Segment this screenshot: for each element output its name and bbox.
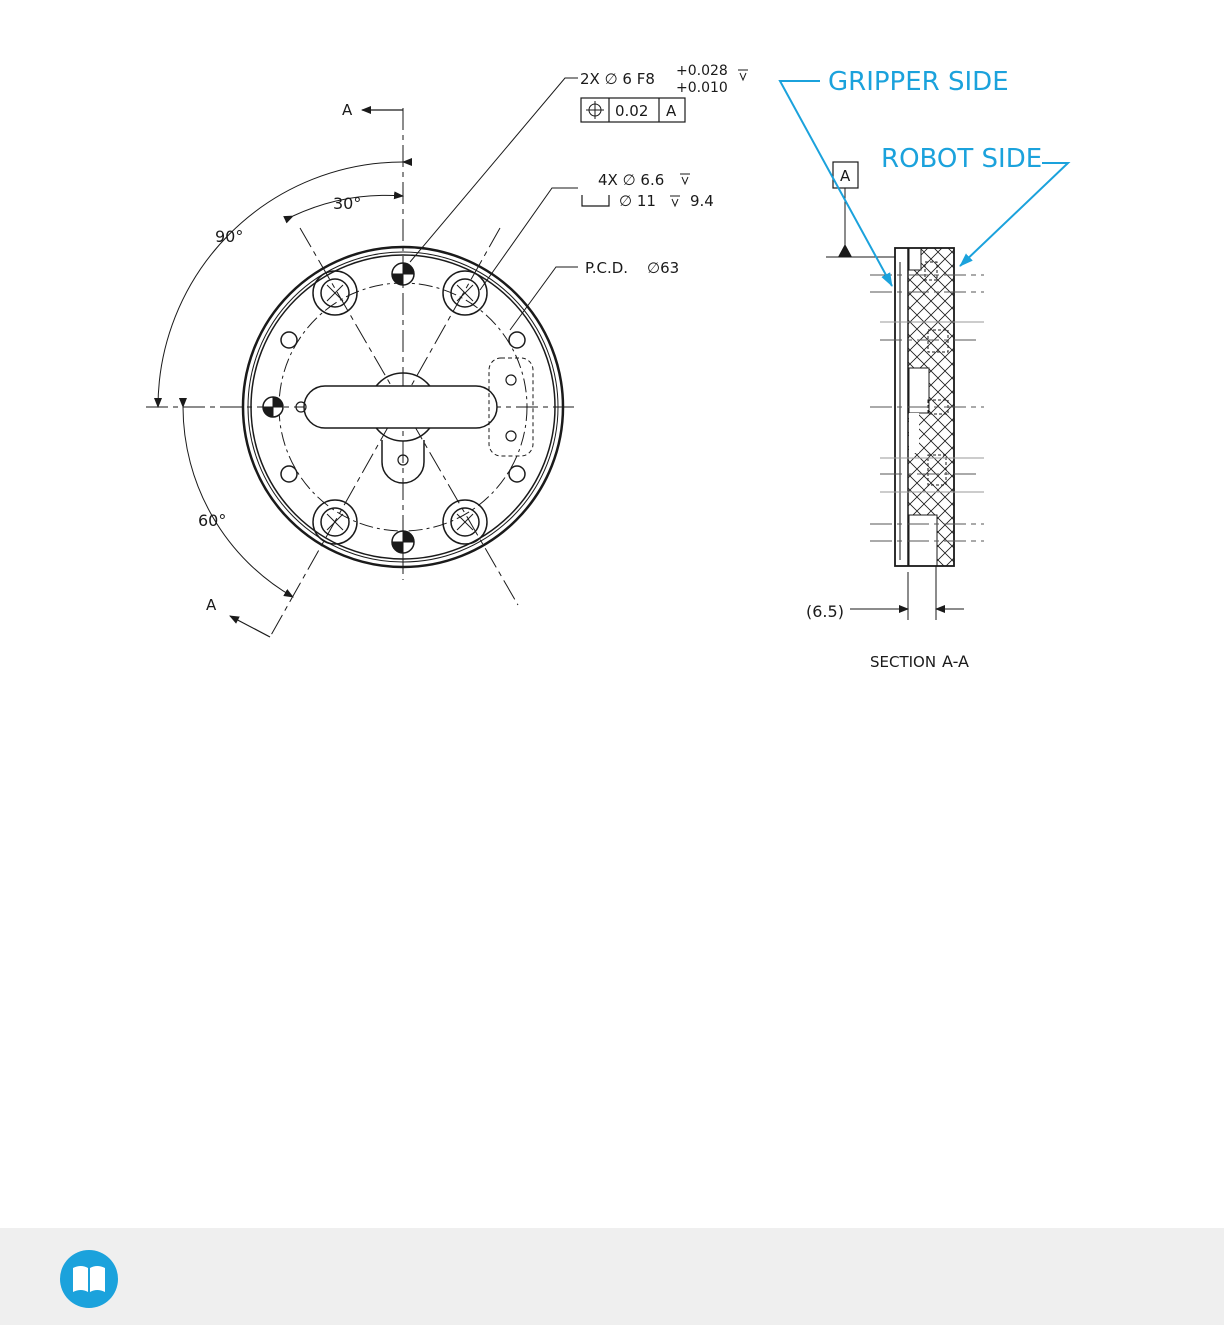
counterbored-hole [443, 500, 487, 544]
section-mark-bottom: A [206, 596, 217, 614]
counterbore-depth: 9.4 [690, 192, 714, 210]
dimension-6-5: (6.5) [806, 602, 844, 621]
robot-side-label: ROBOT SIDE [881, 144, 1043, 174]
pcd-label: P.C.D. [585, 259, 629, 277]
front-view [146, 70, 748, 637]
counterbored-hole [313, 500, 357, 544]
mounting-hole-callout: 4X ∅ 6.6 [598, 171, 665, 189]
angle-90-label: 90° [215, 227, 244, 246]
open-book-icon[interactable] [60, 1250, 118, 1308]
tolerance-upper: +0.028 [676, 63, 728, 79]
counterbore-callout: ∅ 11 [619, 192, 656, 210]
angle-30-label: 30° [333, 194, 362, 213]
dowel-hole-marker [392, 263, 414, 285]
counterbored-hole [443, 271, 487, 315]
tolerance-lower: +0.010 [676, 80, 728, 96]
section-title-id: A-A [942, 652, 969, 671]
fcf-tolerance: 0.02 [615, 102, 649, 120]
gripper-side-label: GRIPPER SIDE [828, 67, 1009, 97]
pcd-value: ∅63 [647, 259, 680, 277]
angle-60-label: 60° [198, 511, 227, 530]
section-mark-top: A [342, 101, 353, 119]
dowel-hole-callout: 2X ∅ 6 F8 [580, 70, 655, 88]
fcf-datum: A [666, 102, 677, 120]
dowel-hole-marker [263, 397, 283, 417]
page-footer [0, 1228, 1224, 1325]
counterbored-hole [313, 271, 357, 315]
section-title-prefix: SECTION [870, 653, 937, 671]
dowel-hole-marker [392, 531, 414, 553]
datum-box-label: A [840, 167, 851, 185]
section-view [826, 162, 984, 620]
